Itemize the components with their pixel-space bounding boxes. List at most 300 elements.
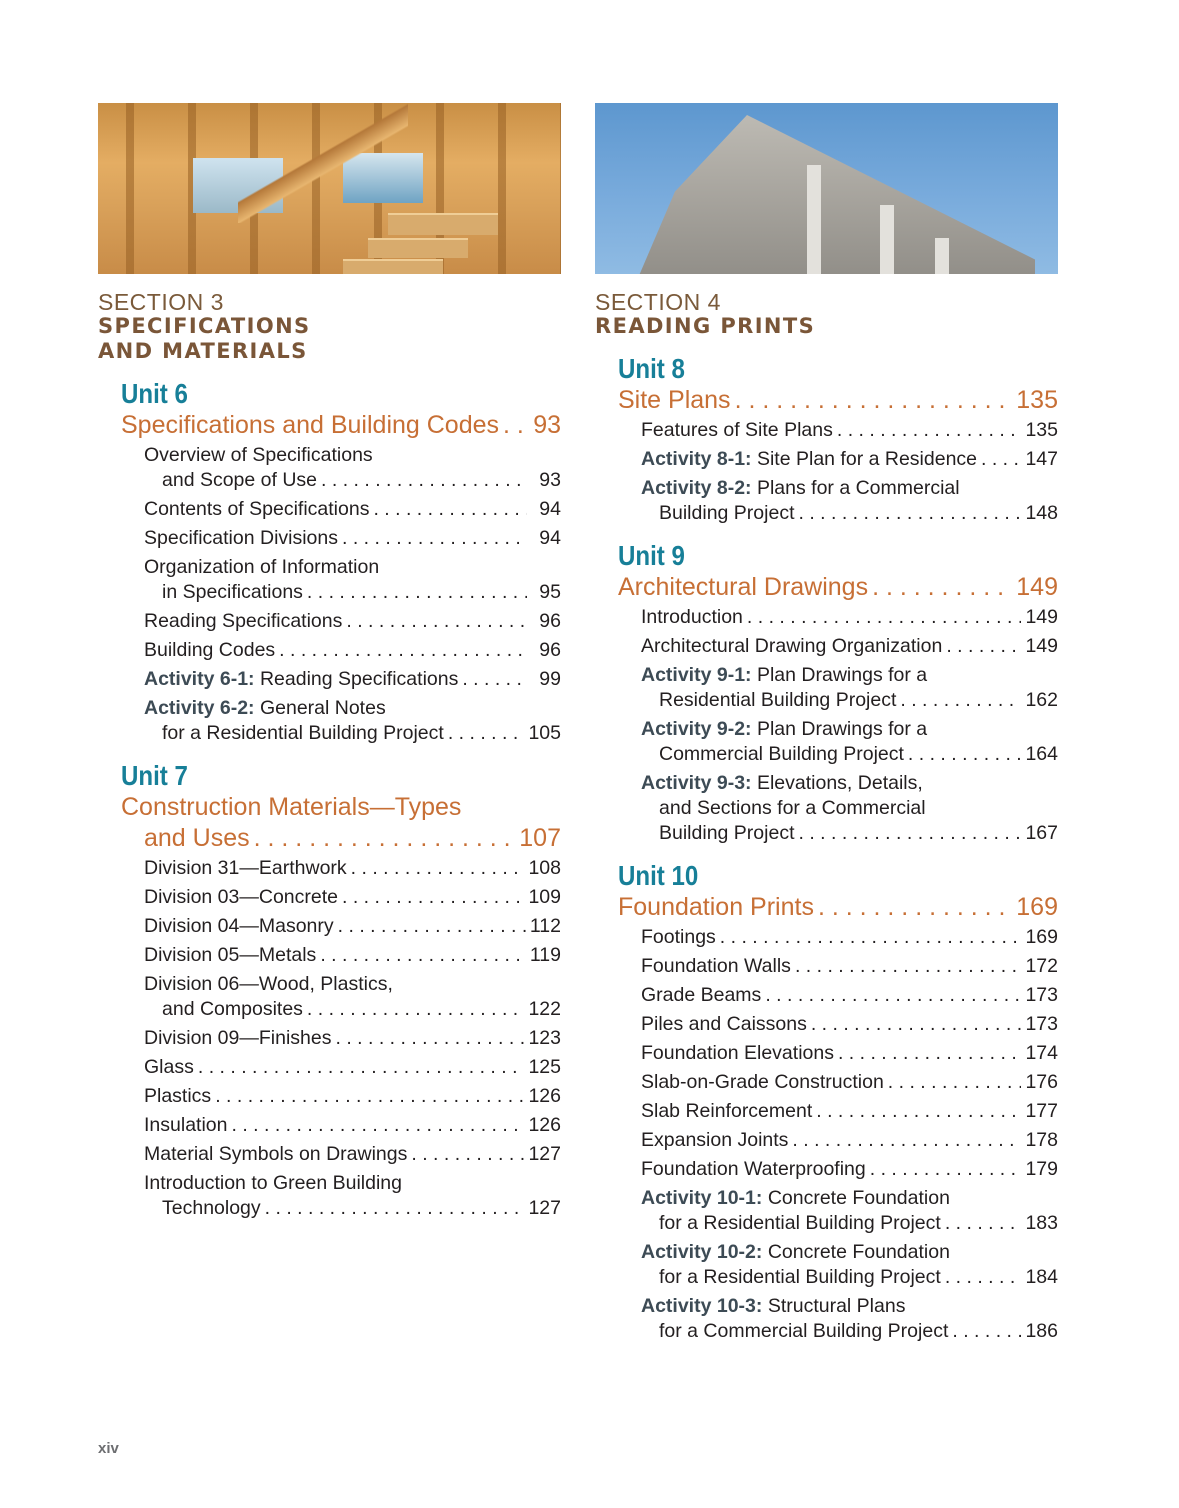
entry-title: for a Residential Building Project (659, 1266, 941, 1288)
entry-text-wrap (641, 418, 833, 443)
toc-entry[interactable] (144, 972, 561, 1022)
entry-line (144, 443, 561, 468)
entry-title: in Specifications (162, 581, 303, 603)
entry-text-wrap (162, 1196, 261, 1221)
entry-text-wrap (162, 997, 303, 1022)
activity-entry[interactable] (641, 1294, 1058, 1344)
toc-entry[interactable] (641, 605, 1058, 630)
dot-leader (735, 385, 1013, 416)
entry-line (144, 667, 561, 692)
toc-entry[interactable] (144, 856, 561, 881)
entry-text-wrap (641, 954, 791, 979)
entry-text-wrap (144, 885, 338, 910)
entry-line (641, 925, 1058, 950)
entry-title: Site Plan for a Residence (756, 448, 978, 470)
entry-text-wrap (144, 497, 369, 522)
toc-entry[interactable] (641, 983, 1058, 1008)
dot-leader (765, 983, 1021, 1008)
entry-line (144, 914, 561, 939)
unit-title-link[interactable] (121, 410, 561, 441)
toc-entry[interactable] (144, 885, 561, 910)
page-number: 119 (529, 944, 561, 966)
dot-leader (503, 410, 529, 441)
page-number: 123 (528, 1027, 561, 1049)
unit-number: Unit 10 (618, 860, 699, 891)
entry-title: Insulation (144, 1114, 228, 1136)
entry-title: Division 04—Masonry (144, 915, 334, 937)
entry-title: Contents of Specifications (144, 498, 370, 520)
activity-entry[interactable] (641, 476, 1058, 526)
dot-leader (981, 447, 1021, 472)
dot-leader (838, 1041, 1021, 1066)
page-number: 178 (1025, 1129, 1058, 1151)
concrete-column (880, 205, 894, 274)
entry-title: Plan Drawings for a (756, 664, 928, 686)
page-number: 149 (1025, 635, 1058, 657)
building-silhouette (635, 115, 1035, 274)
toc-entry[interactable] (641, 1099, 1058, 1124)
dot-leader (946, 634, 1021, 659)
dot-leader (448, 721, 525, 746)
entry-line (641, 634, 1058, 659)
dot-leader (462, 667, 527, 692)
entry-text-wrap (144, 943, 316, 968)
page-number: 148 (1025, 502, 1058, 524)
entry-line (144, 1084, 561, 1109)
entry-title: Building Project (659, 502, 795, 524)
section-title: AND MATERIALS (98, 339, 308, 363)
entry-text-wrap (162, 580, 303, 605)
unit-block (121, 760, 561, 1221)
entry-text-wrap (641, 1128, 788, 1153)
toc-entry[interactable] (144, 1142, 561, 1167)
page-number: 99 (539, 668, 561, 690)
entry-text-wrap (641, 771, 923, 796)
entry-title: Grade Beams (641, 984, 762, 1006)
page-number: 126 (528, 1085, 561, 1107)
entry-text-wrap (144, 1026, 332, 1051)
entry-text-wrap (641, 447, 977, 472)
entry-line (144, 856, 561, 881)
entry-title: Foundation Walls (641, 955, 791, 977)
entry-title: Introduction to Green Building (144, 1172, 402, 1194)
entry-line (641, 447, 1058, 472)
entry-text-wrap (144, 856, 347, 881)
dot-leader (952, 1319, 1021, 1344)
toc-entry[interactable] (144, 555, 561, 605)
activity-label: Activity 10-2: (641, 1241, 763, 1263)
page-number: 173 (1025, 1013, 1058, 1035)
entry-line (641, 1157, 1058, 1182)
entry-text-wrap (144, 609, 342, 634)
entry-title: Commercial Building Project (659, 743, 904, 765)
entry-title: Slab Reinforcement (641, 1100, 813, 1122)
table-of-contents (595, 353, 1058, 1344)
page-number: 184 (1025, 1266, 1058, 1288)
activity-label: Activity 9-1: (641, 664, 752, 686)
entry-text-wrap (144, 526, 338, 551)
entry-text-wrap (641, 1070, 884, 1095)
page-number: 173 (1025, 984, 1058, 1006)
entry-text-wrap (641, 634, 942, 659)
page-number: 94 (539, 527, 561, 549)
entry-text-wrap (144, 638, 275, 663)
entry-title: Division 05—Metals (144, 944, 317, 966)
toc-entry[interactable] (641, 418, 1058, 443)
entry-line (641, 605, 1058, 630)
unit-block (121, 378, 561, 746)
entry-list (618, 925, 1058, 1344)
dot-leader (320, 943, 526, 968)
entry-text-wrap (641, 1294, 905, 1319)
entry-line (641, 1186, 1058, 1211)
entry-text-wrap (144, 914, 334, 939)
entry-text-wrap (144, 1113, 227, 1138)
entry-title: Foundation Waterproofing (641, 1158, 866, 1180)
dot-leader (837, 418, 1022, 443)
activity-label: Activity 8-2: (641, 477, 752, 499)
toc-entry[interactable] (641, 925, 1058, 950)
dot-leader (373, 497, 527, 522)
entry-title: for a Commercial Building Project (659, 1320, 949, 1342)
entry-line (144, 943, 561, 968)
entry-text-wrap (659, 1211, 941, 1236)
toc-entry[interactable] (641, 634, 1058, 659)
entry-line (641, 796, 1058, 821)
entry-title: Building Project (659, 822, 795, 844)
entry-line (144, 972, 561, 997)
dot-leader (307, 997, 525, 1022)
unit-title-link[interactable] (618, 572, 1058, 603)
entry-text-wrap (641, 925, 716, 950)
dot-leader (795, 954, 1022, 979)
entry-text-wrap (659, 1319, 948, 1344)
page-number: 95 (539, 581, 561, 603)
entry-line (144, 721, 561, 746)
entry-title: Elevations, Details, (756, 772, 923, 794)
table-of-contents (98, 378, 561, 1221)
entry-title: Reading Specifications (259, 668, 459, 690)
activity-label: Activity 10-1: (641, 1187, 763, 1209)
entry-line (144, 1142, 561, 1167)
toc-entry[interactable] (641, 1041, 1058, 1066)
page-number: 93 (533, 411, 561, 439)
unit-title: Foundation Prints (618, 893, 814, 921)
page-number: 108 (528, 857, 561, 879)
page-number: 162 (1025, 689, 1058, 711)
entry-title: General Notes (259, 697, 386, 719)
activity-label: Activity 10-3: (641, 1295, 763, 1317)
toc-entry[interactable] (641, 954, 1058, 979)
dot-leader (265, 1196, 525, 1221)
activity-entry[interactable] (144, 696, 561, 746)
entry-title: Concrete Foundation (767, 1241, 950, 1263)
page-number: 169 (1025, 926, 1058, 948)
toc-entry[interactable] (144, 1113, 561, 1138)
toc-entry[interactable] (641, 1070, 1058, 1095)
page-number: 183 (1025, 1212, 1058, 1234)
toc-entry[interactable] (144, 914, 561, 939)
entry-line (144, 1055, 561, 1080)
unit-title-link[interactable] (121, 823, 561, 854)
page-number: 135 (1025, 419, 1058, 441)
unit-title: Architectural Drawings (618, 573, 869, 601)
toc-entry[interactable] (144, 526, 561, 551)
unit-number: Unit 8 (618, 353, 685, 384)
unit-title: Specifications and Building Codes (121, 411, 500, 439)
page-number: 147 (1025, 448, 1058, 470)
dot-leader (198, 1055, 525, 1080)
entry-title: Organization of Information (144, 556, 380, 578)
section-title: SPECIFICATIONS (98, 314, 311, 338)
entry-text-wrap (659, 796, 926, 821)
dot-leader (336, 1026, 525, 1051)
unit-title-link (121, 792, 561, 823)
dot-leader (279, 638, 527, 663)
entry-text-wrap (144, 555, 379, 580)
page-number: 107 (519, 824, 561, 852)
entry-title: Building Codes (144, 639, 276, 661)
entry-title: Piles and Caissons (641, 1013, 807, 1035)
entry-title: Introduction (641, 606, 743, 628)
entry-text-wrap (144, 972, 393, 997)
stair-step (368, 238, 468, 258)
dot-leader (811, 1012, 1022, 1037)
toc-entry[interactable] (144, 1084, 561, 1109)
section-label: SECTION 4 (595, 289, 721, 315)
entry-line (641, 954, 1058, 979)
entry-text-wrap (144, 696, 386, 721)
toc-entry[interactable] (144, 609, 561, 634)
entry-title: Expansion Joints (641, 1129, 789, 1151)
toc-entry[interactable] (144, 443, 561, 493)
page-number: 94 (539, 498, 561, 520)
activity-entry[interactable] (641, 771, 1058, 846)
entry-title: Plan Drawings for a (756, 718, 928, 740)
toc-entry[interactable] (144, 638, 561, 663)
entry-line (641, 983, 1058, 1008)
activity-entry[interactable] (641, 447, 1058, 472)
dot-leader (900, 688, 1021, 713)
entry-title: Material Symbols on Drawings (144, 1143, 408, 1165)
unit-title: Construction Materials—Types (121, 793, 462, 821)
page-number: 126 (528, 1114, 561, 1136)
entry-title: Specification Divisions (144, 527, 339, 549)
dot-leader (411, 1142, 524, 1167)
entry-text-wrap (641, 1240, 950, 1265)
page-number: 96 (539, 639, 561, 661)
entry-text-wrap (659, 821, 795, 846)
dot-leader (351, 856, 525, 881)
entry-title: Division 06—Wood, Plastics, (144, 973, 393, 995)
entry-line (641, 1012, 1058, 1037)
dot-leader (799, 821, 1022, 846)
activity-label: Activity 9-3: (641, 772, 752, 794)
stair-stringer (238, 103, 408, 223)
entry-line (641, 1211, 1058, 1236)
toc-entry[interactable] (144, 943, 561, 968)
page-number: 174 (1025, 1042, 1058, 1064)
entry-line (144, 638, 561, 663)
entry-text-wrap (162, 468, 317, 493)
activity-label: Activity 6-1: (144, 668, 255, 690)
page-number: 125 (528, 1056, 561, 1078)
entry-text-wrap (162, 721, 444, 746)
entry-text-wrap (144, 1171, 402, 1196)
entry-list (618, 605, 1058, 846)
activity-entry[interactable] (641, 663, 1058, 713)
entry-text-wrap (144, 667, 458, 692)
entry-title: Technology (162, 1197, 261, 1219)
toc-entry[interactable] (144, 1055, 561, 1080)
dot-leader (747, 605, 1022, 630)
unit-block (618, 860, 1058, 1344)
toc-entry[interactable] (144, 1171, 561, 1221)
page-number: 109 (528, 886, 561, 908)
dot-leader (254, 823, 516, 854)
entry-text-wrap (144, 1142, 407, 1167)
page-number: 96 (539, 610, 561, 632)
entry-title: Reading Specifications (144, 610, 343, 632)
entry-title: and Sections for a Commercial (659, 797, 926, 819)
entry-text-wrap (659, 501, 795, 526)
activity-entry[interactable] (144, 667, 561, 692)
page-number: 93 (539, 469, 561, 491)
entry-line (144, 1026, 561, 1051)
dot-leader (307, 580, 527, 605)
entry-title: Division 03—Concrete (144, 886, 339, 908)
page-number: 122 (528, 998, 561, 1020)
dot-leader (321, 468, 527, 493)
dot-leader (888, 1070, 1022, 1095)
entry-line (144, 609, 561, 634)
unit-block (618, 353, 1058, 526)
entry-title: Structural Plans (767, 1295, 906, 1317)
unit-title-link[interactable] (618, 892, 1058, 923)
activity-entry[interactable] (641, 717, 1058, 767)
entry-line (641, 1128, 1058, 1153)
activity-label: Activity 6-2: (144, 697, 255, 719)
entry-title: and Scope of Use (162, 469, 318, 491)
entry-line (144, 468, 561, 493)
entry-title: and Composites (162, 998, 303, 1020)
dot-leader (818, 892, 1012, 923)
entry-list (618, 418, 1058, 526)
page-number: 177 (1025, 1100, 1058, 1122)
entry-text-wrap (659, 688, 896, 713)
page-number: 167 (1025, 822, 1058, 844)
entry-text-wrap (659, 1265, 941, 1290)
entry-list (121, 856, 561, 1221)
page-number: 149 (1016, 573, 1058, 601)
page-number: 176 (1025, 1071, 1058, 1093)
entry-line (641, 418, 1058, 443)
page-number: 127 (528, 1143, 561, 1165)
dot-leader (872, 572, 1012, 603)
toc-entry[interactable] (144, 1026, 561, 1051)
entry-line (144, 497, 561, 522)
entry-line (144, 580, 561, 605)
dot-leader (231, 1113, 524, 1138)
activity-label: Activity 8-1: (641, 448, 752, 470)
entry-title: Concrete Foundation (767, 1187, 950, 1209)
page-number: 135 (1016, 386, 1058, 414)
stair-step (388, 213, 498, 235)
toc-entry[interactable] (641, 1012, 1058, 1037)
section-3-column (98, 103, 561, 1225)
entry-text-wrap (641, 1157, 866, 1182)
entry-text-wrap (641, 1012, 807, 1037)
entry-title: Residential Building Project (659, 689, 897, 711)
dot-leader (945, 1211, 1022, 1236)
dot-leader (908, 742, 1022, 767)
page-number: 149 (1025, 606, 1058, 628)
entry-line (144, 696, 561, 721)
stair-step (343, 259, 443, 274)
entry-text-wrap (641, 605, 743, 630)
entry-title: Plans for a Commercial (756, 477, 960, 499)
dot-leader (870, 1157, 1022, 1182)
unit-title: and Uses (144, 824, 250, 852)
unit-title-link[interactable] (618, 385, 1058, 416)
entry-line (641, 1265, 1058, 1290)
section-label: SECTION 3 (98, 289, 224, 315)
concrete-column (935, 238, 949, 274)
entry-line (641, 476, 1058, 501)
entry-line (641, 688, 1058, 713)
dot-leader (816, 1099, 1021, 1124)
activity-entry[interactable] (641, 1186, 1058, 1236)
entry-title: Glass (144, 1056, 194, 1078)
unit-title: Site Plans (618, 386, 731, 414)
toc-entry[interactable] (641, 1128, 1058, 1153)
entry-line (641, 1319, 1058, 1344)
entry-line (144, 1113, 561, 1138)
entry-title: Overview of Specifications (144, 444, 373, 466)
entry-line (641, 1099, 1058, 1124)
concrete-building-frame-photo (595, 103, 1058, 274)
entry-title: Foundation Elevations (641, 1042, 834, 1064)
entry-text-wrap (641, 663, 927, 688)
dot-leader (792, 1128, 1021, 1153)
page-number: 169 (1016, 893, 1058, 921)
toc-entry[interactable] (641, 1157, 1058, 1182)
activity-entry[interactable] (641, 1240, 1058, 1290)
entry-line (641, 1070, 1058, 1095)
page-number: 112 (529, 915, 561, 937)
wood-frame-staircase-photo (98, 103, 561, 274)
unit-number: Unit 6 (121, 378, 188, 409)
dot-leader (945, 1265, 1022, 1290)
unit-block (618, 540, 1058, 846)
dot-leader (342, 526, 527, 551)
entry-title: Division 09—Finishes (144, 1027, 332, 1049)
entry-title: Features of Site Plans (641, 419, 833, 441)
page-number: 186 (1025, 1320, 1058, 1342)
entry-line (641, 717, 1058, 742)
entry-title: Architectural Drawing Organization (641, 635, 943, 657)
entry-text-wrap (641, 717, 927, 742)
page-number: 172 (1025, 955, 1058, 977)
entry-title: for a Residential Building Project (162, 722, 444, 744)
entry-line (641, 1041, 1058, 1066)
entry-line (641, 1240, 1058, 1265)
dot-leader (338, 914, 526, 939)
entry-line (144, 555, 561, 580)
toc-entry[interactable] (144, 497, 561, 522)
entry-line (641, 663, 1058, 688)
entry-text-wrap (641, 983, 761, 1008)
